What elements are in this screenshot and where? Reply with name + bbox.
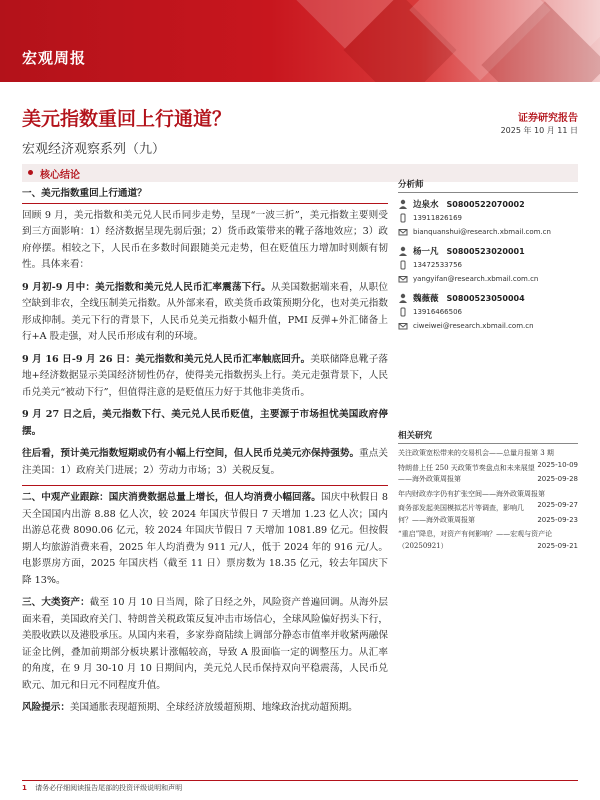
divider xyxy=(22,203,388,204)
analyst-phone xyxy=(398,211,578,225)
para-5-lead: 往后看，预计美元指数短期或仍有小幅上行空间，但人民币兑美元亦保持强势。 xyxy=(22,448,360,459)
analyst-phone-value: 13916466506 xyxy=(413,308,462,316)
analyst-name: 边泉水 xyxy=(413,200,439,210)
related-title[interactable]: 关注政策宽松带来的交易机会——总量月报第 3 期 xyxy=(398,449,554,457)
analyst-cert: S0800523050004 xyxy=(446,293,525,303)
analyst-phone-value: 13911826169 xyxy=(413,214,462,222)
related-date: 2025-10-09 xyxy=(537,460,578,469)
analyst-email-value[interactable]: yangyifan@research.xbmail.com.cn xyxy=(413,275,539,283)
divider xyxy=(22,485,388,486)
person-icon xyxy=(398,293,408,303)
para-4-lead: 9 月 27 日之后，美元指数下行、美元兑人民币贬值，主要源于市场担忧美国政府停摆。 xyxy=(22,409,388,437)
section-3 xyxy=(22,595,388,694)
analysts-heading: 分析师 xyxy=(398,178,578,193)
section-1-para-1: 回顾 9 月，美元指数和美元兑人民币同步走势，呈现“一波三折”，美元指数主要则受到三方面影响：1）经济数据呈现先弱后强；2）货币政策带来的靴子落地效应；3）政府停摆。相较之下，人民币在多数时间跟随美元走势，但在贬值压力增加时则颇有韧性。具体来看： xyxy=(22,209,388,270)
analyst-card xyxy=(398,244,578,286)
related-date: 2025-09-28 xyxy=(537,475,578,483)
phone-icon xyxy=(398,260,408,270)
report-type: 证券研究报告 xyxy=(518,113,578,124)
mail-icon xyxy=(398,274,408,284)
person-icon xyxy=(398,199,408,209)
section-3-heading: 三、大类资产： xyxy=(22,597,90,608)
summary-tag-label: 核心结论 xyxy=(40,170,80,181)
risk-text: 美国通胀表现超预期、全球经济放缓超预期、地缘政治扰动超预期。 xyxy=(69,702,358,713)
footer xyxy=(22,783,182,793)
footer-divider xyxy=(22,780,578,781)
analyst-email-value[interactable]: ciweiwei@research.xbmail.com.cn xyxy=(413,322,534,330)
para-3-text: 美联储降息靴子落地+经济数据显示美国经济韧性仍存，使得美元指数拐头上行。美元走强背景下，人民币兑美元“被动下行”，但值得注意的是贬值压力好于其他非美货币。 xyxy=(22,353,389,398)
related-date: 2025-09-27 xyxy=(537,501,578,509)
related-title[interactable]: 年内财政赤字仍有扩张空间——海外政策周报第 xyxy=(398,489,545,498)
related-item[interactable] xyxy=(398,448,578,469)
section-1-para-3 xyxy=(22,352,388,402)
related-title[interactable]: “重启”降息，对资产有何影响？——宏观与资产论（20250921） xyxy=(398,530,553,550)
risk-label: 风险提示： xyxy=(22,702,70,713)
related-date: 2025-09-23 xyxy=(537,515,578,524)
analyst-card xyxy=(398,291,578,333)
section-2-text: 国庆中秋假日 8 天全国国内出游 8.88 亿人次，较 2024 年国庆节假日 7 天增加 1.23 亿人次；国内出游总花费 8090.06 亿元，较 2024 年国庆节假日 7 天增加 1081.89 亿元。但按假期人均旅游消费来看，2025 年人均消费为 911 元/人，低于 2024 年的 916 元/人。电影票房方面，2025 年国庆档（截至 11 日）票房数为 18.35 亿元，较去年国庆下降 13%。 xyxy=(22,492,388,586)
section-1-para-5 xyxy=(22,446,388,479)
sidebar xyxy=(398,178,578,555)
analyst-card xyxy=(398,197,578,239)
related-title[interactable]: 特朗普上任 250 天政策节奏盘点和未来展望——海外政策周报第 xyxy=(398,463,535,483)
related-title[interactable]: 商务部发起美国模拟芯片等调查，影响几何？——海外政策周报第 xyxy=(398,504,524,524)
section-2-heading: 二、中观产业跟踪：国庆消费数据总量上增长，但人均消费小幅回落。 xyxy=(22,492,321,503)
section-3-text: 截至 10 月 10 日当周，除了日经之外，风险资产普遍回调。从海外层面来看，美国政府关门、特朗普关税政策反复冲击市场信心，全球风险偏好拐头下行，美股收跌以及港股承压。从国内来看，多家券商陆续上调部分静态市值率并收紧两融保证金比例，叠加前期部分板块累计涨幅较高，导致 A 股面临一定的调整压力。从汇率的角度，在 9 月 30-10 月 10 日期间内，美元兑人民币保持双向平稳震荡，人民币兑欧元、加元和日元不同程度升值。 xyxy=(22,597,388,691)
phone-icon xyxy=(398,213,408,223)
related-item[interactable] xyxy=(398,529,578,552)
para-2-lead: 9 月初-9 月中：美元指数和美元兑人民币汇率震荡下行。 xyxy=(22,281,271,293)
section-1-para-2 xyxy=(22,280,388,346)
main-content xyxy=(22,186,388,723)
analyst-cert: S0800523020001 xyxy=(446,246,525,256)
related-item[interactable] xyxy=(398,489,578,509)
analyst-phone xyxy=(398,258,578,272)
analyst-email-value[interactable]: bianquanshui@research.xbmail.com.cn xyxy=(413,228,551,236)
report-series: 宏观经济观察系列（九） xyxy=(22,142,166,157)
section-1-para-4 xyxy=(22,407,388,440)
mail-icon xyxy=(398,321,408,331)
analyst-email[interactable] xyxy=(398,225,578,239)
analyst-email[interactable] xyxy=(398,319,578,333)
header-banner xyxy=(0,0,600,82)
banner-label: 宏观周报 xyxy=(22,49,87,67)
analyst-phone xyxy=(398,305,578,319)
section-2 xyxy=(22,490,388,589)
analyst-name-row xyxy=(398,244,578,258)
analyst-cert: S0800522070002 xyxy=(446,199,525,209)
para-2-text: 从美国数据端来看，从职位空缺到非农，全线压制美元指数。从外部来看，欧美货币政策预期分化，也对美元指数形成抑制。美元下行的背景下，人民币兑美元指数小幅升值，PMI 反弹+外汇储备上行+A 股走强，对人民币形成有利的环境。 xyxy=(22,281,389,342)
analyst-name-row xyxy=(398,291,578,305)
para-3-lead: 9 月 16 日-9 月 26 日：美元指数和美元兑人民币汇率触底回升。 xyxy=(22,353,311,365)
page-number: 1 xyxy=(22,784,27,792)
analyst-name: 魏薇薇 xyxy=(413,294,439,304)
phone-icon xyxy=(398,307,408,317)
analyst-name: 杨一凡 xyxy=(413,247,439,257)
section-1-heading: 一、美元指数重回上行通道？ xyxy=(22,188,147,199)
related-heading: 相关研究 xyxy=(398,429,578,444)
related-date: 2025-09-21 xyxy=(537,541,578,550)
risk-note xyxy=(22,700,388,717)
report-title: 美元指数重回上行通道？ xyxy=(22,108,232,130)
report-date: 2025 年 10 月 11 日 xyxy=(500,126,578,135)
mail-icon xyxy=(398,227,408,237)
person-icon xyxy=(398,246,408,256)
analyst-phone-value: 13472533756 xyxy=(413,261,462,269)
footer-disclaimer: 请务必仔细阅读报告尾部的投资评级说明和声明 xyxy=(35,784,183,792)
para-5-text: 重点关注美国：1）政府关门进展；2）劳动力市场；3）关税反复。 xyxy=(22,448,388,476)
related-research xyxy=(398,429,578,552)
bullet-icon xyxy=(28,170,33,175)
analyst-email[interactable] xyxy=(398,272,578,286)
analyst-name-row xyxy=(398,197,578,211)
